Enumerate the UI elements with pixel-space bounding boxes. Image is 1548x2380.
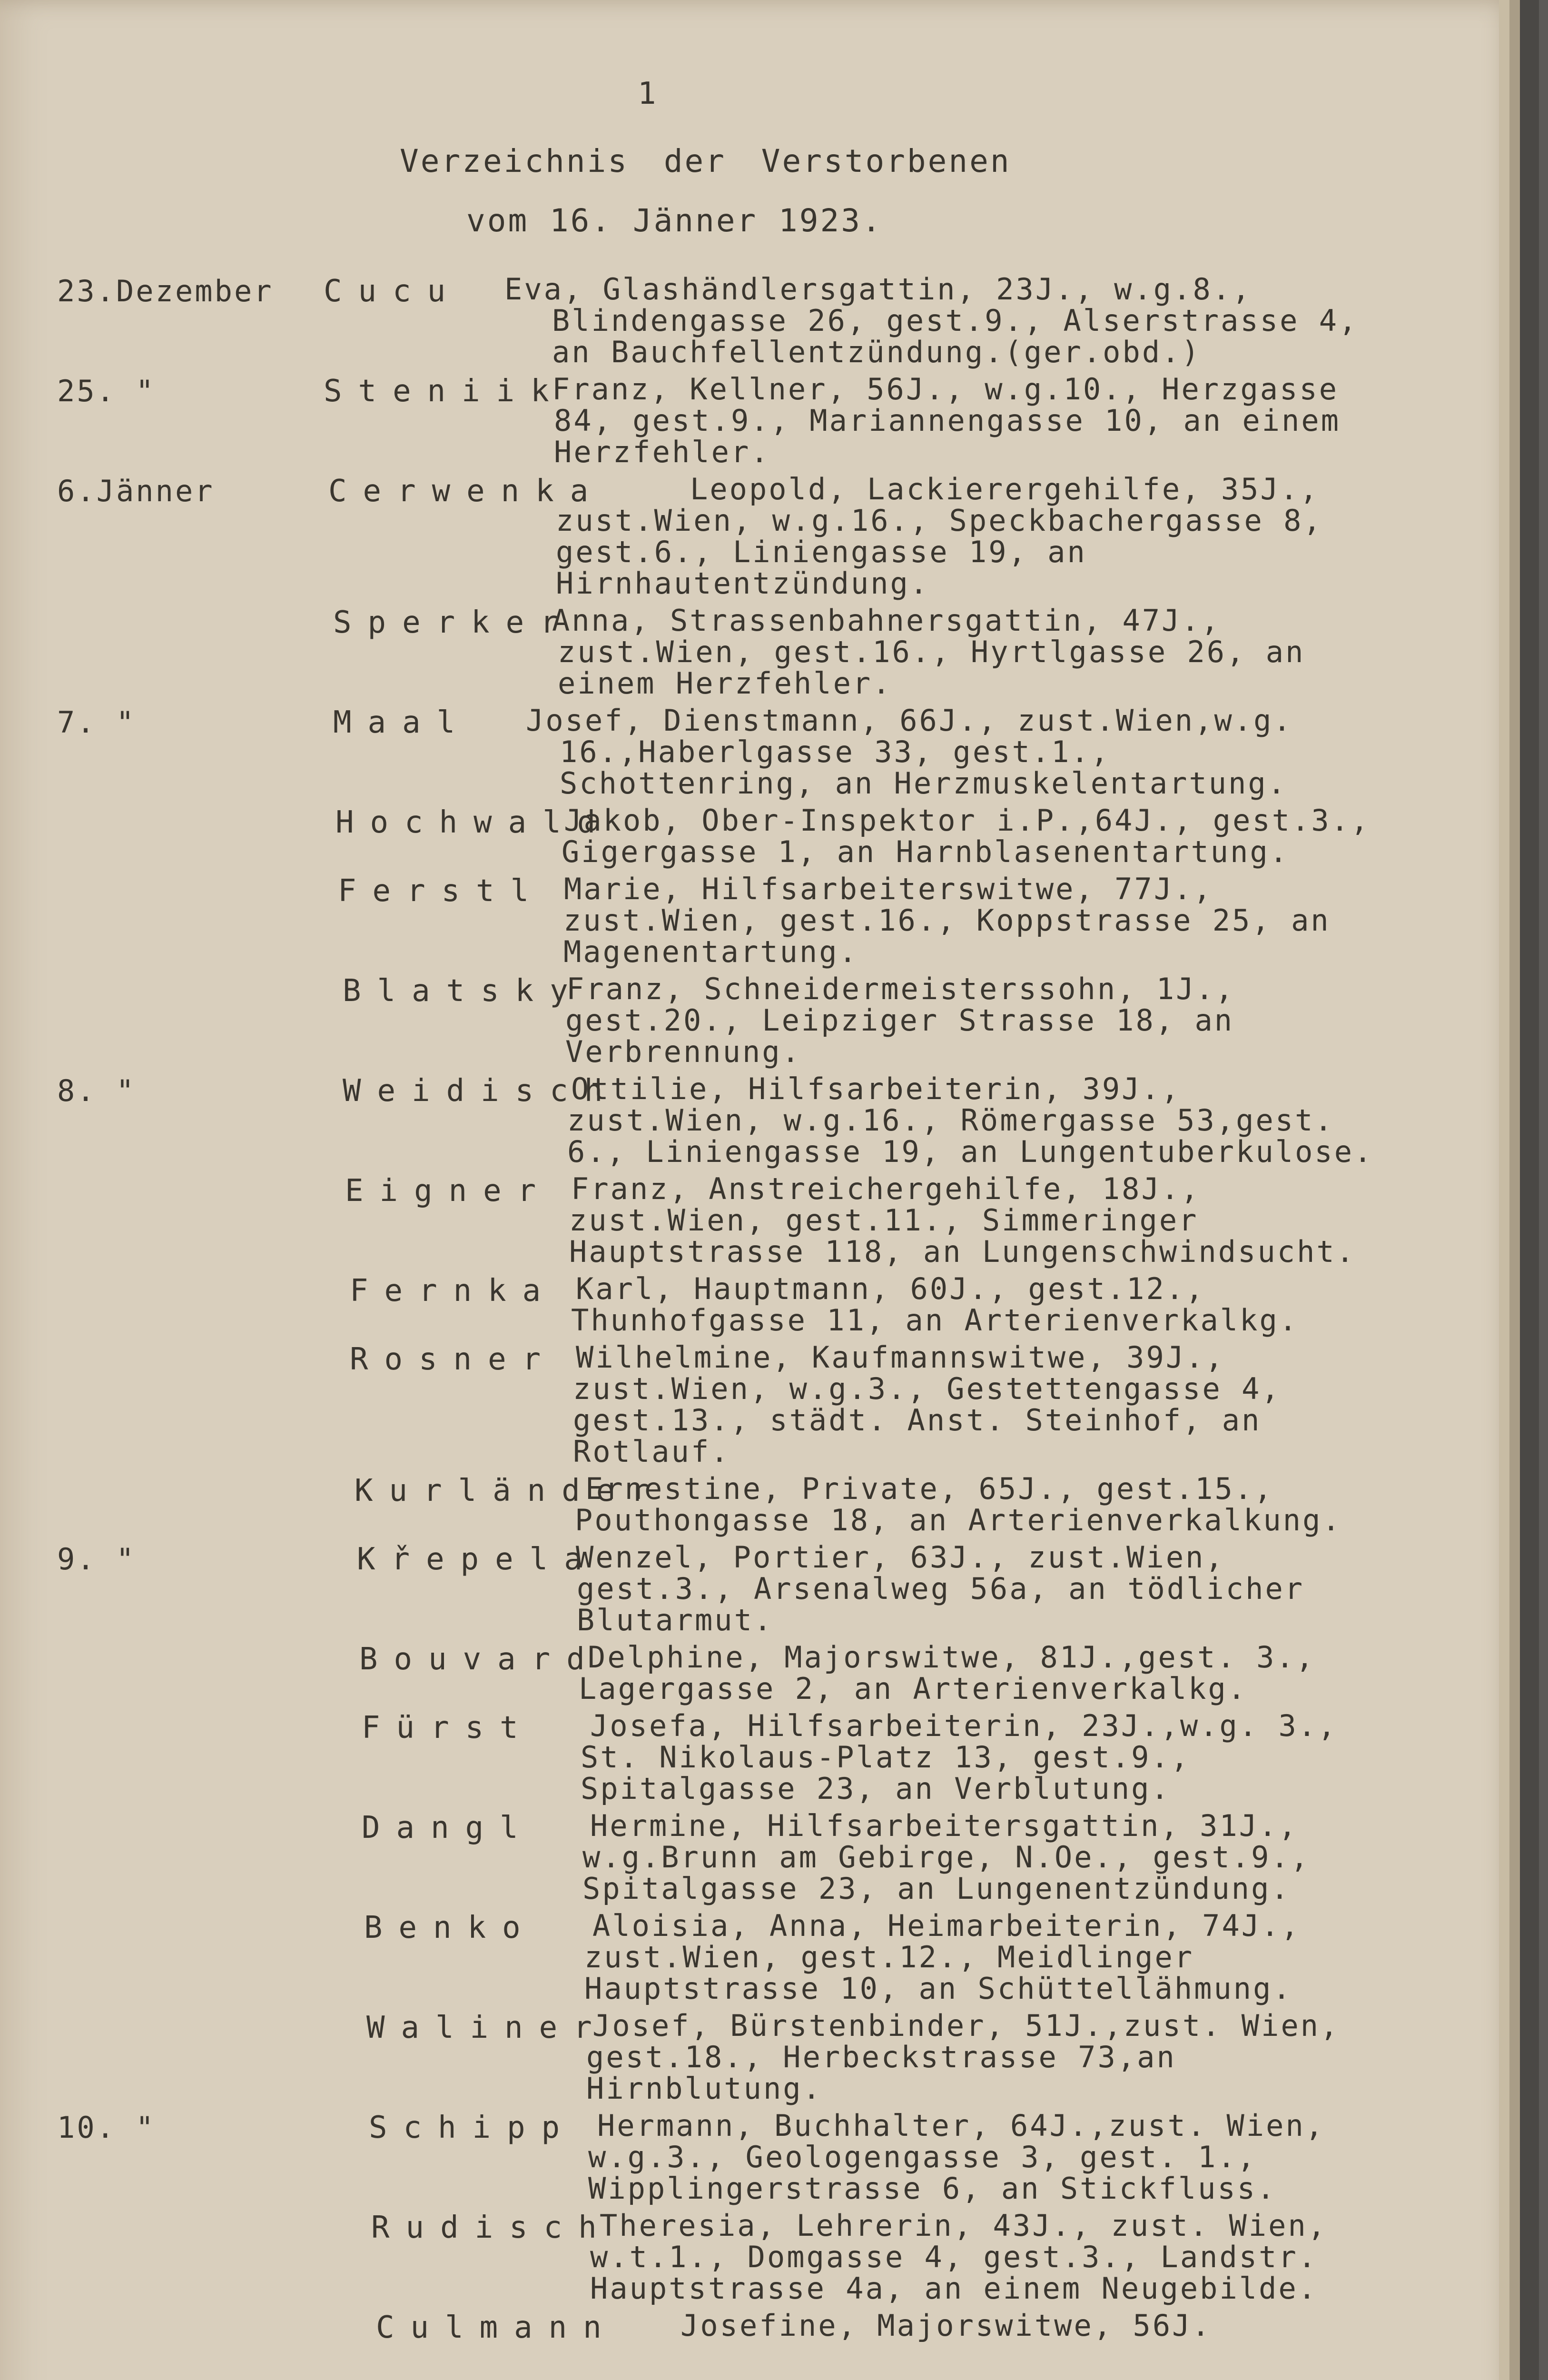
entry-details <box>579 1642 1397 1705</box>
entry-surname: Culmann <box>376 2310 618 2345</box>
entry-details <box>575 1473 1393 1536</box>
entry-surname: Rosner <box>350 1342 557 1377</box>
page-title: Verzeichnis der Verstorbenen <box>400 143 1011 179</box>
register-entry <box>0 1642 1475 1705</box>
death-register-list <box>0 274 1475 2347</box>
entry-surname: Křepela <box>357 1542 599 1577</box>
entry-details <box>584 1910 1403 2004</box>
register-entry <box>0 2308 1475 2345</box>
entry-surname: Waliner <box>366 2010 608 2045</box>
entry-details <box>563 873 1382 968</box>
entry-details <box>569 1173 1388 1268</box>
entry-details <box>582 1810 1401 1904</box>
register-entry <box>0 1473 1475 1536</box>
entry-details-first-line: Franz, Anstreichergehilfe, 18J., <box>571 1171 1201 1206</box>
entry-details-first-line: Ottilie, Hilfsarbeiterin, 39J., <box>571 1071 1181 1106</box>
entry-details-continuation: gest.3., Gigergasse 1, an Harnblasenentartung. <box>562 803 1371 869</box>
entry-surname: Bouvard <box>359 1642 601 1677</box>
entry-details-continuation: Wien, w.t.1., Domgasse 4, gest.3., Landstr. Hauptstrasse 4a, an einem Neugebilde. <box>590 2208 1328 2306</box>
entry-surname: Kurländer <box>355 1473 665 1508</box>
register-entry <box>0 2110 1475 2204</box>
entry-surname: Eigner <box>345 1173 552 1209</box>
entry-details-continuation: gest.15., Pouthongasse 18, an Arterienverkalkung. <box>575 1471 1342 1537</box>
register-entry <box>0 1910 1475 2004</box>
entry-details <box>573 1342 1391 1468</box>
entry-details <box>526 703 1378 801</box>
entry-surname: Blatsky <box>343 973 584 1009</box>
entry-details-first-line: Josef, Bürstenbinder, 51J.,zust. <box>592 2008 1222 2043</box>
entry-details <box>562 805 1380 868</box>
register-entry <box>0 1542 1475 1636</box>
entry-details <box>571 1273 1390 1336</box>
entry-details <box>588 2110 1407 2204</box>
register-entry <box>0 605 1475 699</box>
entry-surname: Benko <box>364 1910 537 1945</box>
register-entry <box>0 1710 1475 1805</box>
entry-details-continuation: 16.,Haberlgasse 33, gest.1., Schottenring, an Herzmuskelentartung. <box>560 734 1288 801</box>
entry-details-continuation: 3., Lagergasse 2, an Arterienverkalkg. <box>579 1640 1316 1706</box>
entry-details <box>554 374 1372 468</box>
entry-details <box>552 603 1376 701</box>
entry-details-continuation: Wien, gest.18., Herbeckstrasse 73,an Hirnblutung. <box>586 2008 1340 2106</box>
page-edge <box>1499 0 1509 2380</box>
entry-surname: Steniik <box>324 374 565 409</box>
entry-details-continuation: Thunhofgasse 11, an Arterienverkalkg. <box>571 1303 1299 1338</box>
entry-details-first-line: Anna, Strassenbahnersgattin, 47J., <box>552 603 1221 638</box>
register-entry <box>0 873 1475 968</box>
page-number: 1 <box>638 76 658 111</box>
entry-details-first-line: Hermine, Hilfsarbeitersgattin, 31J., <box>590 1808 1298 1843</box>
entry-details-first-line: Theresia, Lehrerin, 43J., zust. <box>600 2208 1210 2243</box>
entry-surname: Schipp <box>369 2110 576 2145</box>
register-entry <box>0 973 1475 1068</box>
register-entry <box>0 1073 1475 1168</box>
entry-details <box>586 2010 1405 2104</box>
entry-details <box>504 272 1371 369</box>
entry-details-continuation: zust.Wien, w.g.3., Gestettengasse 4, gest.13., städt. Anst. Steinhof, an Rotlauf. <box>573 1371 1281 1469</box>
entry-details <box>590 2210 1409 2304</box>
entry-details-continuation: zust.Wien, gest.11., Simmeringer Hauptstrasse 118, an Lungenschwindsucht. <box>569 1203 1356 1269</box>
entry-date: 6.Jänner <box>57 474 215 508</box>
entry-details <box>577 1542 1395 1636</box>
entry-details <box>565 973 1384 1068</box>
entry-date: 25. " <box>57 374 156 408</box>
entry-date: 7. " <box>57 705 136 740</box>
entry-details-first-line: Delphine, Majorswitwe, 81J.,gest. <box>588 1640 1237 1675</box>
register-entry <box>0 805 1475 868</box>
entry-details <box>567 1073 1386 1168</box>
register-entry <box>0 1810 1475 1904</box>
register-entry <box>0 1273 1475 1336</box>
entry-details-first-line: Franz, Schneidermeisterssohn, 1J., <box>566 972 1235 1006</box>
register-entry <box>0 2210 1475 2304</box>
register-entry <box>0 274 1475 368</box>
entry-surname: Fernka <box>350 1273 557 1309</box>
entry-details-first-line: Wenzel, Portier, 63J., zust.Wien, <box>576 1540 1225 1575</box>
entry-details-first-line: Josef, Dienstmann, 66J., zust.Wien,w.g. <box>526 703 1293 738</box>
entry-surname: Ferstl <box>338 873 545 909</box>
register-entry <box>0 2010 1475 2104</box>
entry-details-continuation: zust.Wien, gest.16., Koppstrasse 25, an Magenentartung. <box>563 903 1331 969</box>
entry-details-first-line: Wilhelmine, Kaufmannswitwe, 39J., <box>576 1340 1225 1375</box>
page-edge <box>1509 0 1520 2380</box>
entry-details-first-line: Ernestine, Private, 65J., <box>585 1471 1077 1506</box>
register-entry <box>0 1173 1475 1268</box>
register-entry <box>0 374 1475 468</box>
entry-details-first-line: Jakob, Ober-Inspektor i.P.,64J., <box>564 803 1193 838</box>
register-entry <box>0 1342 1475 1468</box>
page-subtitle: vom 16. Jänner 1923. <box>466 202 883 239</box>
entry-details-first-line: Josefa, Hilfsarbeiterin, 23J.,w.g. <box>590 1708 1259 1743</box>
entry-details-first-line: Hermann, Buchhalter, 64J.,zust. <box>597 2108 1207 2143</box>
entry-details-continuation: gest.3., Arsenalweg 56a, an tödlicher Blutarmut. <box>577 1571 1305 1637</box>
entry-details-continuation: w.g.Brunn am Gebirge, N.Oe., gest.9., Spitalgasse 23, an Lungenentzündung. <box>582 1840 1311 1906</box>
entry-surname: Cucu <box>324 274 462 309</box>
entry-details-continuation: zust.Wien, gest.12., Meidlinger Hauptstrasse 10, an Schüttellähmung. <box>584 1940 1292 2006</box>
entry-details-first-line: Franz, Kellner, 56J., w.g.10., <box>552 372 1142 407</box>
register-entry <box>0 474 1475 599</box>
entry-date: 9. " <box>57 1542 136 1577</box>
entry-surname: Rudisch <box>371 2210 613 2245</box>
entry-surname: Fürst <box>362 1710 534 1745</box>
entry-date: 8. " <box>57 1073 136 1108</box>
entry-details-first-line: Eva, Glashändlersgattin, 23J., w.g.8., <box>504 272 1252 307</box>
entry-details-first-line: Karl, Hauptmann, 60J., gest.12., <box>576 1271 1205 1306</box>
entry-details-continuation: gest.20., Leipziger Strasse 18, an Verbrennung. <box>565 1003 1234 1069</box>
entry-surname: Hochwald <box>335 805 612 840</box>
entry-details-continuation: zust.Wien, w.g.16., Römergasse 53,gest. 6., Liniengasse 19, an Lungentuberkulose. <box>567 1103 1374 1169</box>
entry-date: 10. " <box>57 2110 156 2145</box>
entry-surname: Sperker <box>333 605 575 640</box>
entry-details-continuation: Herzgasse 84, gest.9., Mariannengasse 10, an einem Herzfehler. <box>554 372 1341 469</box>
entry-surname: Dangl <box>362 1810 534 1845</box>
entry-details-first-line: Leopold, Lackierergehilfe, 35J., <box>690 472 1320 506</box>
entry-details <box>556 474 1374 599</box>
entry-details-first-line: Josefine, Majorswitwe, 56J. <box>680 2308 1212 2343</box>
entry-date: 23.Dezember <box>57 274 274 308</box>
entry-surname: Weidisch <box>343 1073 619 1109</box>
entry-details-continuation: Wien, w.g.3., Geologengasse 3, gest. 1., Wipplingerstrasse 6, an Stickfluss. <box>588 2108 1325 2206</box>
entry-details-continuation: 3., St. Nikolaus-Platz 13, gest.9., Spitalgasse 23, an Verblutung. <box>581 1708 1338 1806</box>
page-edge-shadow <box>1520 0 1539 2380</box>
entry-details-continuation: Blindengasse 26, gest.9., Alserstrasse 4, an Bauchfellentzündung.(ger.obd.) <box>552 303 1359 369</box>
entry-details-continuation: zust.Wien, w.g.16., Speckbachergasse 8, gest.6., Liniengasse 19, an Hirnhautentzündung. <box>556 503 1323 601</box>
entry-surname: Maal <box>333 705 472 740</box>
entry-details <box>592 2310 1410 2341</box>
entry-surname: Cerwenka <box>328 474 605 509</box>
register-entry <box>0 705 1475 799</box>
entry-details-first-line: Aloisia, Anna, Heimarbeiterin, 74J., <box>592 1908 1301 1943</box>
entry-details-continuation: zust.Wien, gest.16., Hyrtlgasse 26, an einem Herzfehler. <box>558 635 1305 701</box>
entry-details <box>581 1710 1399 1805</box>
entry-details-first-line: Marie, Hilfsarbeiterswitwe, 77J., <box>564 872 1213 906</box>
